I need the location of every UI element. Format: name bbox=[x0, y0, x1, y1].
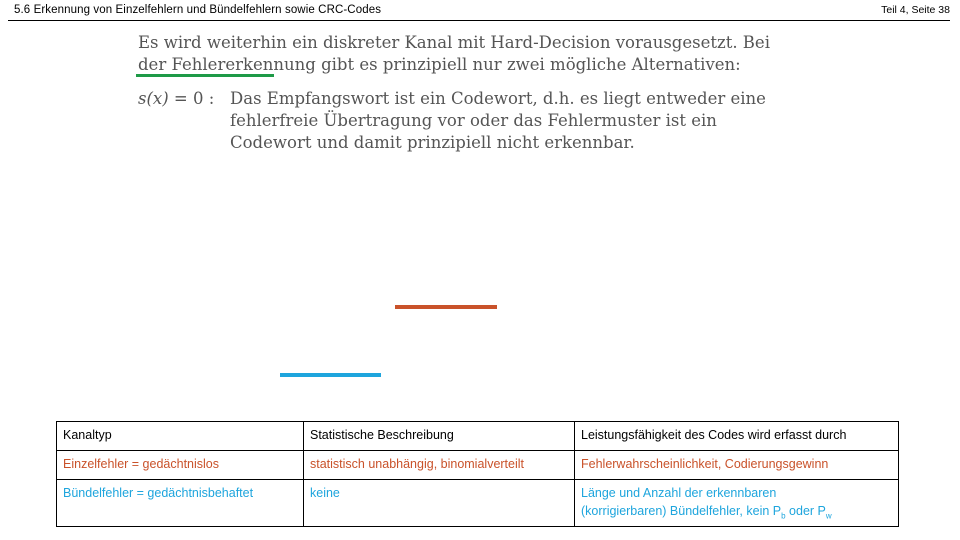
header-divider bbox=[8, 20, 950, 21]
cell-text-line1: Länge und Anzahl der erkennbaren bbox=[581, 486, 777, 500]
cell-kanaltyp: Bündelfehler = gedächtnisbehaftet bbox=[57, 480, 304, 527]
page-number: Teil 4, Seite 38 bbox=[881, 4, 950, 16]
intro-paragraph bbox=[138, 32, 798, 76]
cell-beschreibung: statistisch unabhängig, binomialverteilt bbox=[304, 451, 575, 480]
cell-leistung bbox=[575, 480, 899, 527]
header-cell-kanaltyp: Kanaltyp bbox=[57, 422, 304, 451]
syndrome-value: = 0 : bbox=[168, 89, 215, 108]
syndrome-condition bbox=[138, 88, 230, 154]
blue-annotation-bar bbox=[280, 373, 381, 377]
case-definition bbox=[138, 88, 798, 154]
slide-title: 5.6 Erkennung von Einzelfehlern und Bündelfehlern sowie CRC-Codes bbox=[14, 4, 382, 16]
subscript-w: w bbox=[825, 511, 832, 521]
header-cell-beschreibung: Statistische Beschreibung bbox=[304, 422, 575, 451]
cell-text-connector: oder P bbox=[785, 504, 826, 518]
slide-body bbox=[138, 32, 798, 154]
cell-leistung: Fehlerwahrscheinlichkeit, Codierungsgewinn bbox=[575, 451, 899, 480]
table-row-einzelfehler bbox=[57, 451, 899, 480]
cell-kanaltyp: Einzelfehler = gedächtnislos bbox=[57, 451, 304, 480]
cell-beschreibung: keine bbox=[304, 480, 575, 527]
channel-comparison-table bbox=[56, 421, 899, 527]
syndrome-symbol: s(x) bbox=[138, 89, 169, 108]
intro-text-start: Es wird weiterhin ein diskreter Kanal mit Hard-Decision vorausgesetzt. Bei der bbox=[138, 33, 770, 74]
table-header-row bbox=[57, 422, 899, 451]
subscript-b: b bbox=[781, 511, 786, 521]
green-underline-annotation bbox=[136, 74, 274, 77]
table-row-buendelfehler bbox=[57, 480, 899, 527]
highlighted-term: Fehlererkennung bbox=[171, 55, 316, 74]
case-description: Das Empfangswort ist ein Codewort, d.h. es liegt entweder eine fehlerfreie Übertragung vor oder das Fehlermuster ist ein Codewort und damit prinzipiell nicht erkennbar. bbox=[230, 89, 766, 152]
cell-text-line2: (korrigierbaren) Bündelfehler, kein P bbox=[581, 504, 782, 518]
intro-text-end: gibt es prinzipiell nur zwei mögliche Alternativen: bbox=[315, 55, 741, 74]
orange-annotation-bar bbox=[395, 305, 497, 309]
header-cell-leistung: Leistungsfähigkeit des Codes wird erfasst durch bbox=[575, 422, 899, 451]
